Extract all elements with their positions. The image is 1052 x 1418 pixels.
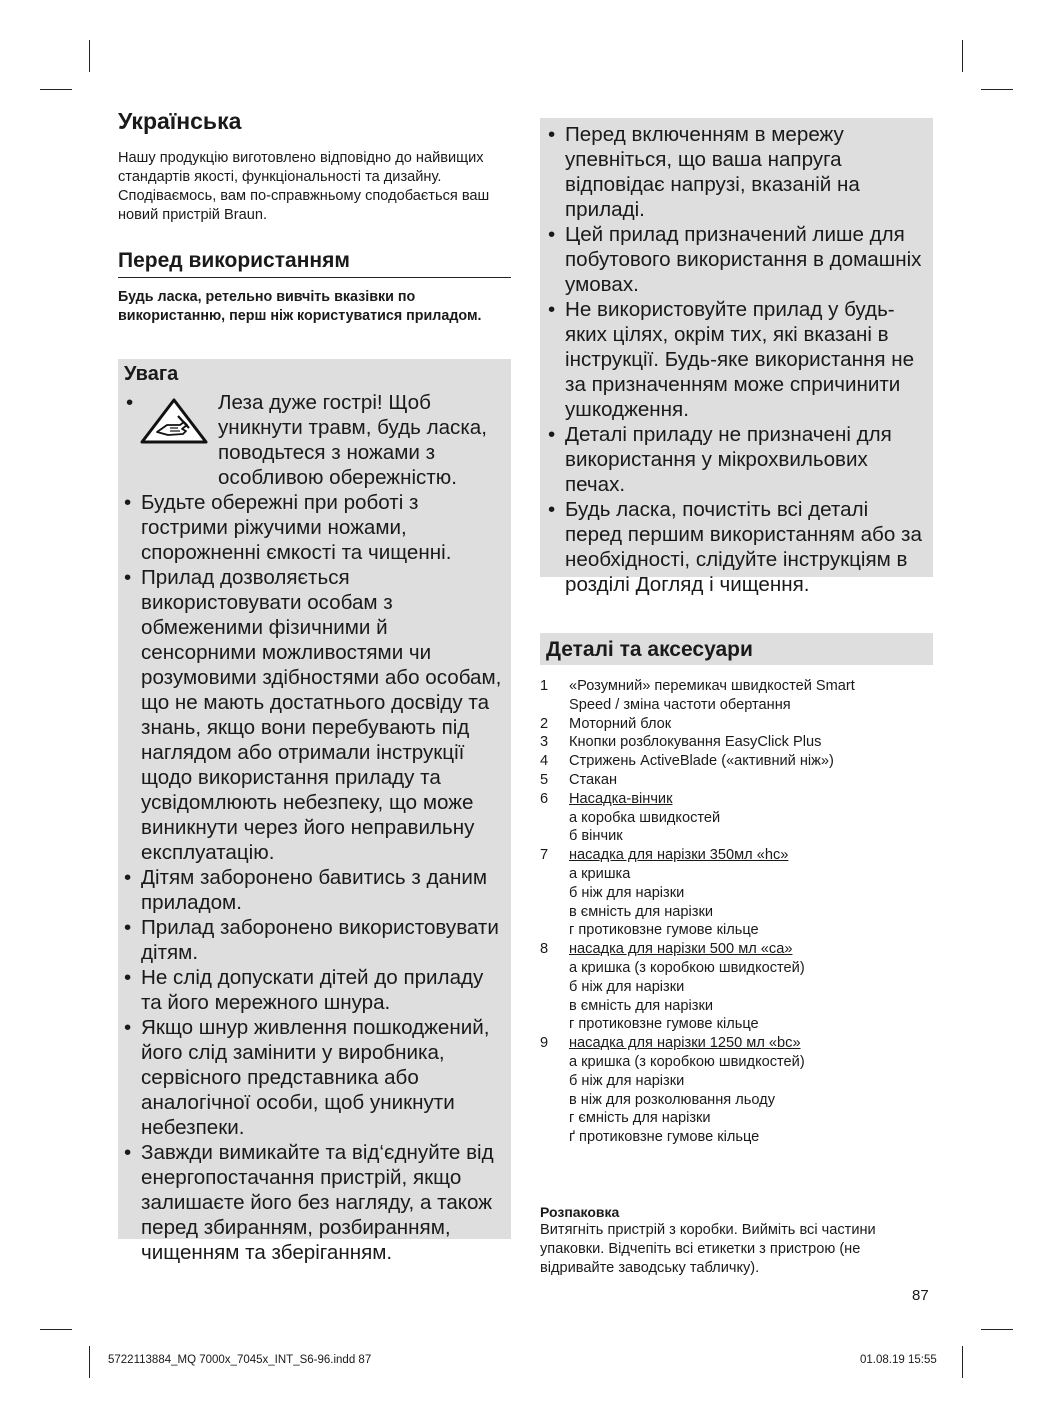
warning-item-text: Не використовуйте прилад у будь-яких цілях, окрім тих, які вказані в інструкції. Будь-яке використання не за призначенням може спричинити ушкодження. (565, 298, 915, 421)
parts-item-label: Стакан (569, 771, 618, 788)
crop-mark (40, 1329, 72, 1330)
parts-subitem: б вінчик (569, 828, 623, 845)
crop-mark (89, 1346, 90, 1378)
warning-item-text: Прилад дозволяється використовувати особам з обмеженими фізичними й сенсорними можливостями чи розумовими здібностями або особам, що не мають достатнього досвіду та знань, якщо вони перебувають під наглядом або отримали інструкції щодо використання приладу та усвідомлюють небезпеку, що може виникнути через його неправильну експлуатацію. (141, 566, 502, 864)
parts-title-box (540, 633, 933, 665)
parts-item-number: 1 (540, 678, 549, 694)
parts-subitem: в ємність для нарізки (569, 903, 713, 920)
parts-item (540, 752, 933, 771)
parts-item (540, 790, 933, 809)
warning-item-text: Якщо шнур живлення пошкоджений, його слід замінити у виробника, сервісного представника або аналогічної особи, щоб уникнути небезпеки. (141, 1016, 490, 1139)
parts-subitem: в ємність для нарізки (569, 997, 713, 1014)
parts-subitem: г протиковзне гумове кільце (569, 922, 759, 939)
warning-item (124, 965, 505, 1015)
parts-list (540, 677, 933, 1147)
unpacking-text: Витягніть пристрій з коробки. Вийміть всі частини упаковки. Відчепіть всі етикетки з пристрою (не відривайте заводську табличку). (540, 1221, 876, 1276)
parts-item-number: 8 (540, 941, 549, 958)
warning-item (548, 297, 925, 422)
warning-item (124, 565, 505, 865)
warning-first-item (124, 390, 505, 490)
parts-item-label: «Розумний» перемикач швидкостей Smart (569, 678, 855, 694)
crop-mark (962, 1346, 963, 1378)
parts-item-number: 2 (540, 715, 549, 732)
warning-item (124, 1015, 505, 1140)
bullet: • (124, 866, 132, 889)
unpacking-title: Розпаковка (540, 1203, 620, 1220)
warning-item-text: Деталі приладу не призначені для використання у мікрохвильових печах. (565, 423, 892, 496)
parts-item-label: Насадка-вінчик (569, 790, 673, 807)
bullet: • (124, 566, 132, 589)
parts-subitem: в ніж для розколювання льоду (569, 1091, 775, 1108)
parts-item (540, 1034, 933, 1053)
warning-first-text: Леза дуже гострі! Щоб уникнути травм, будь ласка, поводьтеся з ножами з особливою обережністю. (218, 391, 487, 489)
warning-item-text: Будь ласка, почистіть всі деталі перед першим використанням або за необхідності, слідуйте інструкціям в розділі Догляд і чищення. (565, 498, 922, 596)
bullet: • (548, 223, 556, 246)
crop-mark (981, 89, 1013, 90)
parts-item (540, 771, 933, 790)
parts-subitem: а кришка (з коробкою швидкостей) (569, 959, 805, 976)
parts-subitem: г протиковзне гумове кільце (569, 1016, 759, 1033)
parts-item (540, 715, 933, 734)
footer-file: 5722113884_MQ 7000x_7045x_INT_S6-96.indd 87 (108, 1354, 372, 1366)
parts-item (540, 677, 933, 696)
parts-item-number: 4 (540, 753, 549, 770)
spacer (540, 1147, 933, 1203)
parts-subitem: а кришка (569, 865, 631, 882)
parts-item-label: Кнопки розблокування EasyClick Plus (569, 734, 822, 751)
intro-paragraph: Нашу продукцію виготовлено відповідно до найвищих стандартів якості, функціональності та дизайну. Сподіваємось, вам по-справжньому сподобається ваш новий пристрій Braun. (118, 150, 490, 223)
warning-title: Увага (124, 363, 179, 385)
footer-date: 01.08.19 15:55 (860, 1354, 937, 1366)
crop-mark (962, 40, 963, 72)
warning-item (548, 497, 925, 597)
parts-item-label: насадка для нарізки 500 мл «ca» (569, 941, 793, 958)
before-use-note: Будь ласка, ретельно вивчіть вказівки по використанню, перш ніж користуватися приладом. (118, 289, 482, 324)
bullet: • (548, 498, 556, 521)
warning-item-text: Цей прилад призначений лише для побутового використання в домашніх умовах. (565, 223, 922, 296)
right-column (540, 118, 933, 1278)
parts-item-number: 7 (540, 847, 549, 864)
warning-item (548, 222, 925, 297)
warning-item (124, 915, 505, 965)
parts-subitem: б ніж для нарізки (569, 884, 685, 901)
bullet: • (124, 1016, 132, 1039)
warning-item (124, 865, 505, 915)
warning-box-continued (540, 118, 933, 596)
warning-item-text: Дітям заборонено бавитись з даним приладом. (141, 866, 487, 914)
parts-item-number: 6 (540, 790, 549, 807)
parts-subitem: Speed / зміна частоти обертання (569, 696, 791, 713)
parts-title: Деталі та аксесуари (546, 638, 753, 661)
bullet: • (124, 966, 132, 989)
parts-item (540, 940, 933, 959)
warning-item-text: Завжди вимикайте та від‘єднуйте від енергопостачання пристрій, якщо залишаєте його без нагляду, а також перед збиранням, розбиранням, чищенням та зберіганням. (141, 1141, 494, 1264)
warning-item (124, 490, 505, 565)
parts-item-number: 5 (540, 771, 549, 788)
page-number: 87 (912, 1287, 929, 1304)
bullet: • (124, 491, 132, 514)
bullet: • (124, 1141, 132, 1164)
warning-item (124, 1140, 505, 1265)
crop-mark (40, 89, 72, 90)
parts-item-label: насадка для нарізки 350мл «hc» (569, 847, 789, 864)
left-column (118, 108, 511, 1264)
crop-mark (89, 40, 90, 72)
parts-item-label: Стрижень ActiveBlade («активний ніж») (569, 753, 834, 770)
warning-item-text: Перед включенням в мережу упевніться, що ваша напруга відповідає напрузі, вказаній на приладі. (565, 123, 860, 221)
parts-item-label: Моторний блок (569, 715, 672, 732)
parts-subitem: г ємність для нарізки (569, 1110, 711, 1127)
bullet: • (548, 423, 556, 446)
bullet: • (548, 123, 556, 146)
warning-list (124, 490, 505, 1265)
parts-item (540, 733, 933, 752)
parts-item-number: 9 (540, 1035, 549, 1052)
bullet: • (126, 391, 134, 414)
parts-subitem: а коробка швидкостей (569, 809, 721, 826)
bullet: • (124, 916, 132, 939)
warning-item (548, 422, 925, 497)
parts-subitem: б ніж для нарізки (569, 1072, 685, 1089)
before-use-title: Перед використанням (118, 249, 511, 278)
language-title: Українська (118, 108, 242, 134)
warning-item-text: Не слід допускати дітей до приладу та його мережного шнура. (141, 966, 484, 1014)
parts-subitem: а кришка (з коробкою швидкостей) (569, 1053, 805, 1070)
parts-item (540, 846, 933, 865)
warning-item-text: Будьте обережні при роботі з гострими ріжучими ножами, спорожненні ємкості та чищенні. (141, 491, 452, 564)
parts-subitem: б ніж для нарізки (569, 978, 685, 995)
warning-list-continued (548, 122, 925, 597)
parts-item-label: насадка для нарізки 1250 мл «bc» (569, 1035, 801, 1052)
warning-box (118, 359, 511, 1264)
bullet: • (548, 298, 556, 321)
warning-item-text: Прилад заборонено використовувати дітям. (141, 916, 499, 964)
parts-item-number: 3 (540, 734, 549, 751)
warning-item (548, 122, 925, 222)
crop-mark (981, 1329, 1013, 1330)
hand-blade-warning-icon (140, 398, 208, 444)
parts-subitem: ґ протиковзне гумове кільце (569, 1129, 760, 1146)
